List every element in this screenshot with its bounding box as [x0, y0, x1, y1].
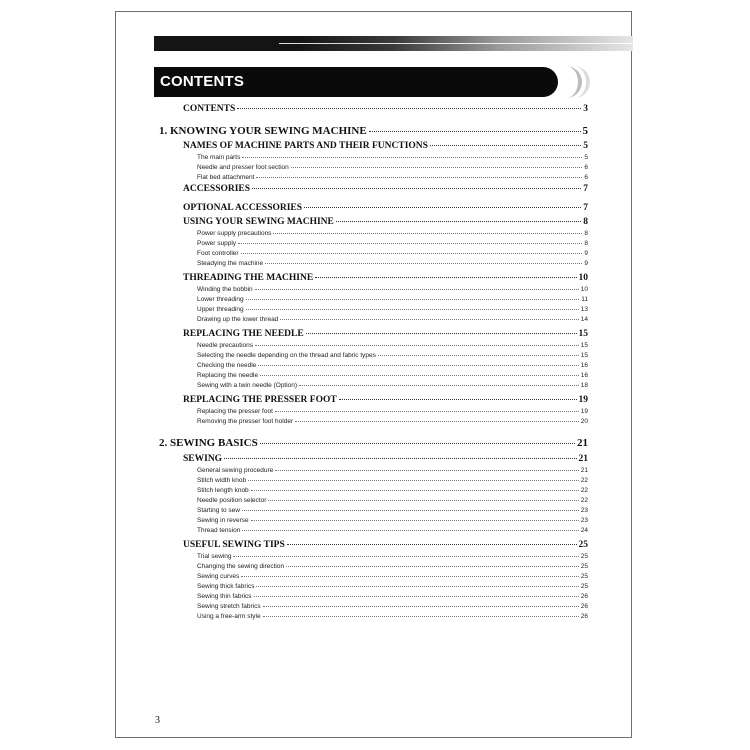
- table-of-contents: [116, 12, 631, 737]
- toc-leader-dots: [260, 375, 579, 376]
- page-number: 3: [155, 715, 160, 726]
- toc-entry-page: 16: [580, 372, 588, 379]
- toc-subsection-entry: [197, 583, 588, 590]
- toc-entry-label: Stitch length knob: [197, 487, 249, 494]
- toc-entry-label: REPLACING THE NEEDLE: [183, 329, 304, 339]
- toc-subsection-entry: [197, 467, 588, 474]
- toc-subsection-entry: [197, 306, 588, 313]
- toc-entry-label: 1. KNOWING YOUR SEWING MACHINE: [159, 125, 367, 137]
- toc-entry-page: 26: [580, 603, 588, 610]
- toc-subsection-entry: [197, 527, 588, 534]
- toc-entry-page: 26: [580, 593, 588, 600]
- toc-section-entry: [183, 454, 588, 464]
- toc-entry-page: 21: [577, 437, 588, 449]
- toc-entry-page: 19: [580, 408, 588, 415]
- toc-leader-dots: [246, 299, 580, 300]
- toc-leader-dots: [258, 365, 579, 366]
- toc-entry-label: Lower threading: [197, 296, 244, 303]
- toc-entry-label: Sewing in reverse: [197, 517, 249, 524]
- toc-entry-label: ACCESSORIES: [183, 184, 251, 194]
- toc-entry-page: 10: [580, 286, 588, 293]
- toc-leader-dots: [369, 131, 581, 132]
- toc-leader-dots: [306, 333, 577, 334]
- toc-leader-dots: [263, 606, 579, 607]
- toc-subsection-entry: [197, 613, 588, 620]
- toc-leader-dots: [246, 309, 579, 310]
- toc-entry-label: Trial sewing: [197, 553, 232, 560]
- toc-entry-label: Replacing the needle: [197, 372, 259, 379]
- toc-entry-page: 5: [583, 141, 588, 151]
- toc-subsection-entry: [197, 553, 588, 560]
- toc-entry-page: 8: [583, 217, 588, 227]
- toc-entry-label: Needle position selector: [197, 497, 267, 504]
- toc-entry-page: 26: [580, 613, 588, 620]
- toc-leader-dots: [336, 221, 581, 222]
- toc-entry-label: Changing the sewing direction: [197, 563, 285, 570]
- toc-entry-page: 25: [578, 540, 588, 550]
- toc-leader-dots: [237, 108, 581, 109]
- toc-subsection-entry: [197, 174, 588, 181]
- toc-entry-label: Sewing thin fabrics: [197, 593, 252, 600]
- toc-subsection-entry: [197, 164, 588, 171]
- toc-subsection-entry: [197, 316, 588, 323]
- toc-leader-dots: [242, 530, 578, 531]
- toc-leader-dots: [275, 411, 579, 412]
- toc-leader-dots: [251, 520, 579, 521]
- toc-entry-label: Needle and presser foot section: [197, 164, 289, 171]
- toc-entry-page: 5: [582, 125, 588, 137]
- toc-entry-page: 21: [578, 454, 588, 464]
- toc-leader-dots: [248, 480, 579, 481]
- toc-entry-page: 15: [580, 352, 588, 359]
- toc-subsection-entry: [197, 296, 588, 303]
- toc-leader-dots: [304, 207, 581, 208]
- toc-leader-dots: [295, 421, 579, 422]
- manual-page: [115, 11, 632, 738]
- toc-section-entry: [183, 329, 588, 339]
- toc-leader-dots: [233, 556, 578, 557]
- toc-entry-page: 8: [584, 240, 588, 247]
- toc-leader-dots: [268, 500, 578, 501]
- toc-leader-dots: [275, 470, 579, 471]
- toc-entry-label: Removing the presser foot holder: [197, 418, 294, 425]
- toc-subsection-entry: [197, 563, 588, 570]
- toc-entry-label: Sewing stretch fabrics: [197, 603, 261, 610]
- toc-entry-label: Drawing up the lower thread: [197, 316, 279, 323]
- toc-subsection-entry: [197, 260, 588, 267]
- toc-entry-page: 11: [581, 296, 588, 303]
- toc-entry-page: 24: [580, 527, 588, 534]
- toc-entry-label: The main parts: [197, 154, 241, 161]
- toc-entry-page: 20: [580, 418, 588, 425]
- toc-subsection-entry: [197, 352, 588, 359]
- toc-subsection-entry: [197, 250, 588, 257]
- toc-entry-label: USEFUL SEWING TIPS: [183, 540, 285, 550]
- toc-leader-dots: [291, 167, 583, 168]
- toc-entry-label: Power supply precautions: [197, 230, 272, 237]
- toc-entry-label: Steadying the machine: [197, 260, 264, 267]
- toc-subsection-entry: [197, 154, 588, 161]
- toc-section-entry: [183, 203, 588, 213]
- toc-entry-page: 22: [580, 487, 588, 494]
- toc-leader-dots: [242, 510, 579, 511]
- toc-subsection-entry: [197, 517, 588, 524]
- toc-leader-dots: [286, 566, 579, 567]
- toc-leader-dots: [256, 586, 578, 587]
- toc-entry-page: 22: [580, 477, 588, 484]
- toc-entry-page: 21: [580, 467, 588, 474]
- toc-section-entry: [183, 217, 588, 227]
- toc-entry-label: OPTIONAL ACCESSORIES: [183, 203, 303, 213]
- toc-entry-label: General sewing procedure: [197, 467, 274, 474]
- toc-chapter-entry: [159, 437, 588, 449]
- toc-entry-page: 6: [584, 164, 588, 171]
- toc-leader-dots: [287, 544, 577, 545]
- toc-leader-dots: [255, 289, 579, 290]
- toc-entry-page: 9: [584, 250, 588, 257]
- toc-entry-page: 16: [580, 362, 588, 369]
- toc-leader-dots: [241, 576, 578, 577]
- toc-entry-label: Needle precautions: [197, 342, 254, 349]
- toc-entry-page: 22: [580, 497, 588, 504]
- toc-entry-page: 15: [578, 329, 588, 339]
- toc-leader-dots: [260, 443, 575, 444]
- page-title: CONTENTS: [160, 73, 245, 90]
- toc-entry-label: Upper threading: [197, 306, 244, 313]
- toc-entry-label: Checking the needle: [197, 362, 257, 369]
- toc-subsection-entry: [197, 573, 588, 580]
- toc-entry-label: NAMES OF MACHINE PARTS AND THEIR FUNCTIONS: [183, 141, 428, 151]
- toc-entry-page: 3: [583, 104, 588, 114]
- toc-entry-label: Thread tension: [197, 527, 241, 534]
- toc-entry-label: Foot controller: [197, 250, 239, 257]
- toc-entry-label: Starting to sew: [197, 507, 240, 514]
- toc-entry-label: 2. SEWING BASICS: [159, 437, 258, 449]
- toc-leader-dots: [378, 355, 579, 356]
- toc-subsection-entry: [197, 487, 588, 494]
- toc-entry-label: Sewing thick fabrics: [197, 583, 255, 590]
- toc-leader-dots: [224, 458, 576, 459]
- toc-subsection-entry: [197, 342, 588, 349]
- toc-entry-page: 23: [580, 507, 588, 514]
- toc-leader-dots: [238, 243, 582, 244]
- toc-entry-page: 7: [583, 184, 588, 194]
- toc-leader-dots: [315, 277, 576, 278]
- toc-entry-label: CONTENTS: [183, 104, 236, 114]
- toc-entry-label: Power supply: [197, 240, 237, 247]
- toc-subsection-entry: [197, 497, 588, 504]
- toc-entry-page: 7: [583, 203, 588, 213]
- toc-subsection-entry: [197, 240, 588, 247]
- toc-leader-dots: [299, 385, 579, 386]
- toc-entry-page: 6: [584, 174, 588, 181]
- toc-leader-dots: [263, 616, 579, 617]
- toc-leader-dots: [280, 319, 578, 320]
- toc-subsection-entry: [197, 230, 588, 237]
- toc-entry-page: 25: [580, 583, 588, 590]
- toc-section-entry: [183, 141, 588, 151]
- toc-subsection-entry: [197, 382, 588, 389]
- toc-entry-page: 9: [584, 260, 588, 267]
- toc-entry-page: 5: [584, 154, 588, 161]
- toc-entry-label: THREADING THE MACHINE: [183, 273, 314, 283]
- toc-entry-page: 13: [580, 306, 588, 313]
- toc-entry-label: Using a free-arm style: [197, 613, 261, 620]
- toc-subsection-entry: [197, 286, 588, 293]
- toc-section-entry: [183, 104, 588, 114]
- toc-entry-label: Selecting the needle depending on the thread and fabric types: [197, 352, 376, 359]
- toc-leader-dots: [273, 233, 582, 234]
- toc-entry-page: 23: [580, 517, 588, 524]
- toc-leader-dots: [256, 177, 582, 178]
- toc-subsection-entry: [197, 507, 588, 514]
- toc-leader-dots: [251, 490, 579, 491]
- toc-subsection-entry: [197, 418, 588, 425]
- toc-chapter-entry: [159, 125, 588, 137]
- toc-entry-label: Stitch width knob: [197, 477, 247, 484]
- toc-entry-label: Sewing with a twin needle (Option): [197, 382, 298, 389]
- toc-leader-dots: [252, 188, 581, 189]
- toc-entry-label: Replacing the presser foot: [197, 408, 273, 415]
- toc-section-entry: [183, 395, 588, 405]
- toc-leader-dots: [241, 253, 583, 254]
- toc-entry-page: 8: [584, 230, 588, 237]
- toc-leader-dots: [339, 399, 577, 400]
- toc-entry-label: USING YOUR SEWING MACHINE: [183, 217, 334, 227]
- toc-entry-page: 18: [580, 382, 588, 389]
- toc-section-entry: [183, 540, 588, 550]
- toc-entry-label: Winding the bobbin: [197, 286, 253, 293]
- toc-entry-label: SEWING: [183, 454, 223, 464]
- toc-entry-page: 10: [578, 273, 588, 283]
- toc-subsection-entry: [197, 408, 588, 415]
- toc-subsection-entry: [197, 477, 588, 484]
- toc-section-entry: [183, 273, 588, 283]
- toc-subsection-entry: [197, 603, 588, 610]
- toc-subsection-entry: [197, 372, 588, 379]
- toc-leader-dots: [430, 145, 581, 146]
- toc-section-entry: [183, 184, 588, 194]
- toc-entry-page: 19: [578, 395, 588, 405]
- toc-entry-label: REPLACING THE PRESSER FOOT: [183, 395, 337, 405]
- toc-leader-dots: [242, 157, 582, 158]
- toc-entry-page: 25: [580, 573, 588, 580]
- toc-subsection-entry: [197, 593, 588, 600]
- toc-entry-page: 15: [580, 342, 588, 349]
- toc-entry-page: 25: [580, 563, 588, 570]
- toc-entry-label: Flat bed attachment: [197, 174, 255, 181]
- toc-subsection-entry: [197, 362, 588, 369]
- toc-leader-dots: [265, 263, 582, 264]
- toc-entry-page: 14: [580, 316, 588, 323]
- toc-entry-label: Sewing curves: [197, 573, 240, 580]
- toc-entry-page: 25: [580, 553, 588, 560]
- toc-leader-dots: [255, 345, 579, 346]
- toc-leader-dots: [254, 596, 579, 597]
